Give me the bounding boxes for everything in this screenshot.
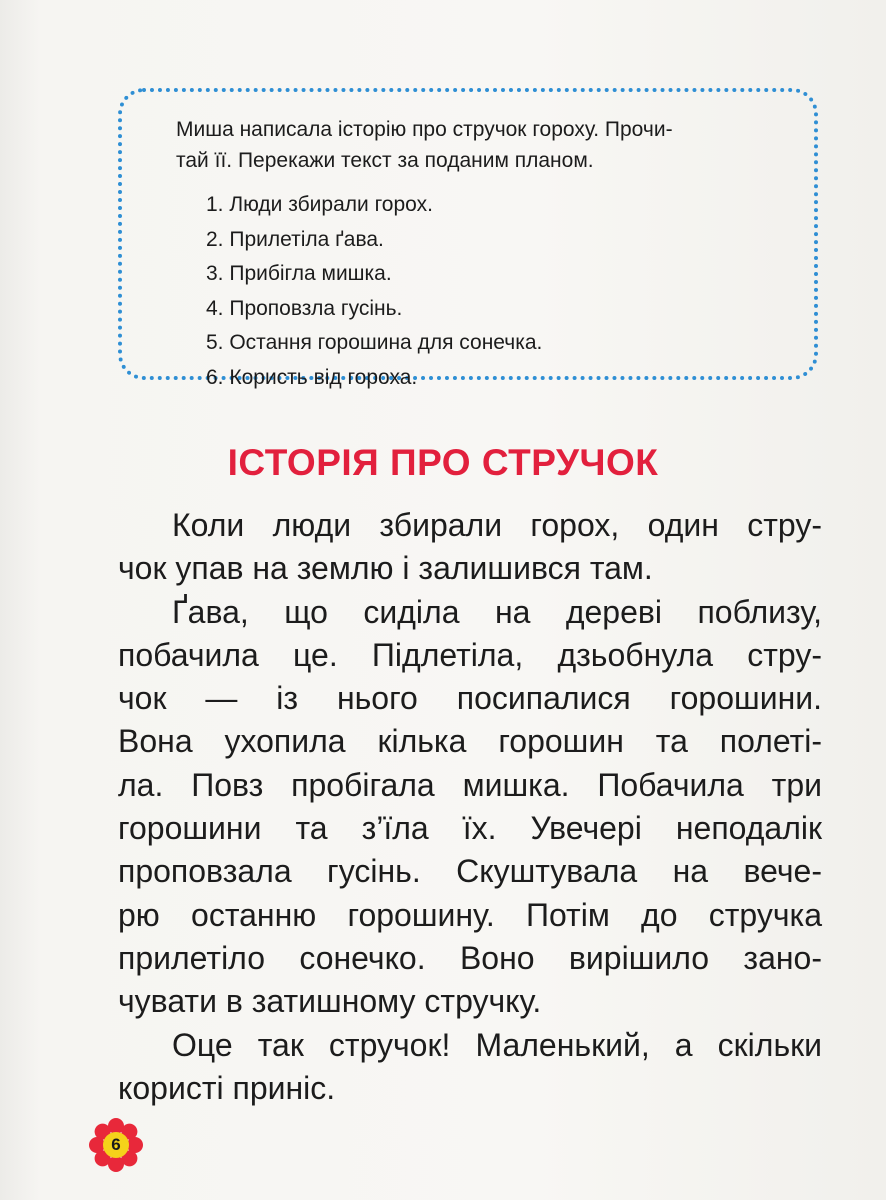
- plan-list: [176, 188, 784, 395]
- story-line: Оце так стручок! Маленький, а скільки: [172, 1026, 822, 1063]
- story-line: чок упав на землю і залишився там.: [118, 550, 653, 587]
- plan-item: 6. Користь від гороха.: [206, 365, 418, 389]
- plan-item: 4. Проповзла гусінь.: [206, 296, 403, 320]
- story-line: побачила це. Підлетіла, дзьобнула стру-: [118, 636, 822, 673]
- story-text: [118, 504, 822, 1110]
- story-line: Вона ухопила кілька горошин та полеті-: [118, 723, 822, 760]
- plan-item: 5. Остання горошина для сонечка.: [206, 331, 543, 354]
- story-line: проповзала гусінь. Скуштувала на вече-: [118, 853, 822, 890]
- story-title: ІСТОРІЯ ПРО СТРУЧОК: [227, 442, 659, 483]
- plan-item: 1. Люди збирали горох.: [206, 193, 433, 216]
- task-intro-line-1: Миша написала історію про стручок гороху. Прочи-: [176, 118, 673, 141]
- plan-item: 2. Прилетіла ґава.: [206, 227, 384, 251]
- task-intro-line-2: тай її. Перекажи текст за поданим планом.: [176, 149, 594, 172]
- story-line: прилетіло сонечко. Воно вирішило зано-: [118, 939, 822, 976]
- page-number-badge: [88, 1117, 144, 1173]
- story-line: Ґава, що сиділа на дереві поблизу,: [172, 593, 822, 630]
- story-line: чувати в затишному стручку.: [118, 983, 542, 1020]
- story-line: Коли люди збирали горох, один стру-: [172, 507, 822, 543]
- task-frame: [118, 88, 818, 389]
- plan-item: 3. Прибігла мишка.: [206, 262, 392, 285]
- story-line: користі приніс.: [118, 1069, 336, 1106]
- task-intro: [176, 114, 784, 176]
- page-number: 6: [111, 1135, 121, 1154]
- story-line: горошини та з’їла їх. Увечері неподалік: [118, 810, 822, 847]
- story-line: чок — із нього посипалися горошини.: [118, 680, 822, 717]
- story-line: ла. Повз пробігала мишка. Побачила три: [118, 766, 822, 803]
- story-line: рю останню горошину. Потім до стручка: [118, 896, 822, 933]
